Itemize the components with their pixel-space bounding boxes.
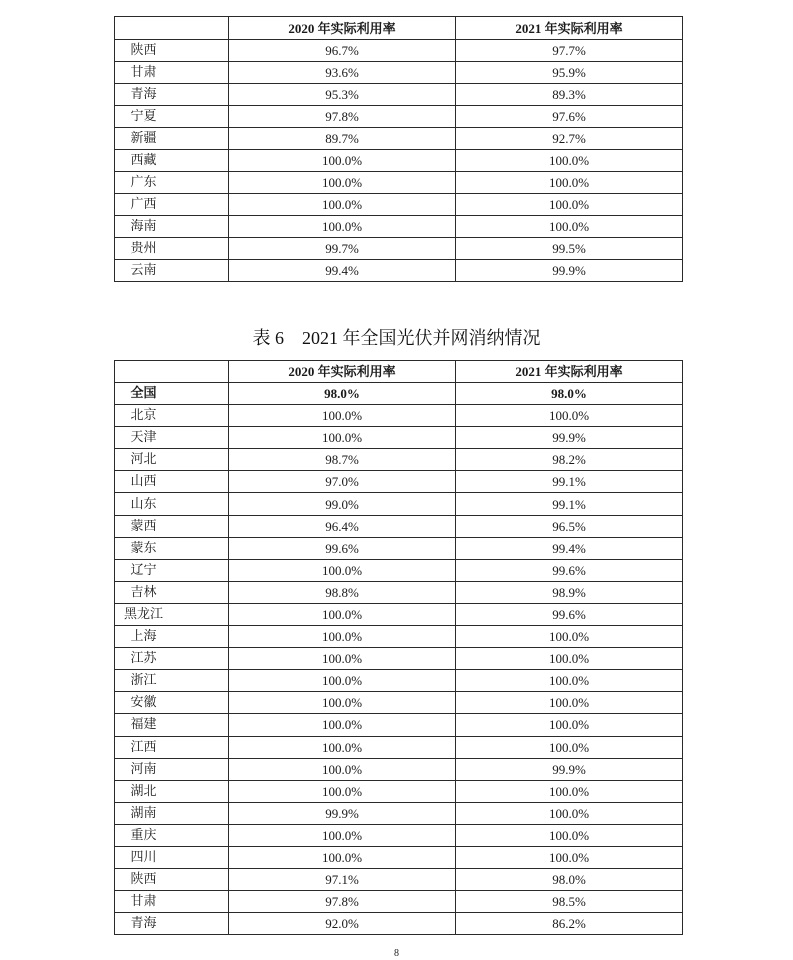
province-cell: 蒙西 xyxy=(115,515,229,537)
table-row xyxy=(115,626,683,648)
table-row xyxy=(115,692,683,714)
rate-2021-cell: 100.0% xyxy=(456,736,683,758)
rate-2020-cell: 100.0% xyxy=(229,670,456,692)
province-cell: 江西 xyxy=(115,736,229,758)
rate-2020-cell: 100.0% xyxy=(229,626,456,648)
header-2020-rate: 2020 年实际利用率 xyxy=(229,17,456,40)
rate-2021-cell: 99.6% xyxy=(456,559,683,581)
rate-2020-cell: 100.0% xyxy=(229,172,456,194)
rate-2021-cell: 99.5% xyxy=(456,238,683,260)
province-cell: 上海 xyxy=(115,626,229,648)
rate-2020-cell: 99.6% xyxy=(229,537,456,559)
table-row xyxy=(115,581,683,603)
province-cell: 西藏 xyxy=(115,150,229,172)
rate-2020-cell: 100.0% xyxy=(229,758,456,780)
rate-2021-cell: 100.0% xyxy=(456,648,683,670)
rate-2021-cell: 100.0% xyxy=(456,172,683,194)
rate-2020-cell: 97.8% xyxy=(229,891,456,913)
province-cell: 四川 xyxy=(115,846,229,868)
page-number: 8 xyxy=(394,948,399,959)
rate-2020-cell: 100.0% xyxy=(229,427,456,449)
table-row xyxy=(115,493,683,515)
rate-2020-cell: 100.0% xyxy=(229,194,456,216)
rate-2020-cell: 100.0% xyxy=(229,216,456,238)
rate-2021-cell: 100.0% xyxy=(456,846,683,868)
rate-2021-cell: 100.0% xyxy=(456,670,683,692)
table-row xyxy=(115,670,683,692)
rate-2021-cell: 100.0% xyxy=(456,824,683,846)
table-row xyxy=(115,238,683,260)
table-row xyxy=(115,84,683,106)
province-cell: 新疆 xyxy=(115,128,229,150)
rate-2020-cell: 93.6% xyxy=(229,62,456,84)
table-row xyxy=(115,260,683,282)
rate-2020-cell: 100.0% xyxy=(229,559,456,581)
rate-2021-cell: 100.0% xyxy=(456,626,683,648)
table-row xyxy=(115,537,683,559)
table-row xyxy=(115,449,683,471)
rate-2020-cell: 100.0% xyxy=(229,714,456,736)
rate-2020-cell: 97.8% xyxy=(229,106,456,128)
table-row xyxy=(115,603,683,625)
province-cell: 河北 xyxy=(115,449,229,471)
table-header-row xyxy=(115,361,683,383)
province-cell: 福建 xyxy=(115,714,229,736)
table-row xyxy=(115,824,683,846)
rate-2020-cell: 92.0% xyxy=(229,913,456,935)
rate-2020-cell: 100.0% xyxy=(229,846,456,868)
header-empty-cell xyxy=(115,361,229,383)
province-cell: 青海 xyxy=(115,84,229,106)
header-2021-rate: 2021 年实际利用率 xyxy=(456,17,683,40)
header-2021-rate: 2021 年实际利用率 xyxy=(456,361,683,383)
rate-2021-cell: 98.0% xyxy=(456,869,683,891)
rate-2020-cell: 99.4% xyxy=(229,260,456,282)
table-row xyxy=(115,427,683,449)
table-row xyxy=(115,106,683,128)
province-cell: 全国 xyxy=(115,383,229,405)
rate-2021-cell: 98.2% xyxy=(456,449,683,471)
table-row xyxy=(115,62,683,84)
rate-2020-cell: 99.9% xyxy=(229,802,456,824)
table-row xyxy=(115,780,683,802)
rate-2020-cell: 100.0% xyxy=(229,648,456,670)
province-cell: 黑龙江 xyxy=(115,603,229,625)
rate-2020-cell: 100.0% xyxy=(229,780,456,802)
rate-2021-cell: 98.0% xyxy=(456,383,683,405)
table-row xyxy=(115,150,683,172)
province-cell: 北京 xyxy=(115,405,229,427)
rate-2021-cell: 95.9% xyxy=(456,62,683,84)
rate-2020-cell: 98.7% xyxy=(229,449,456,471)
rate-2020-cell: 98.0% xyxy=(229,383,456,405)
province-cell: 河南 xyxy=(115,758,229,780)
province-cell: 安徽 xyxy=(115,692,229,714)
province-cell: 湖北 xyxy=(115,780,229,802)
rate-2021-cell: 99.1% xyxy=(456,471,683,493)
province-cell: 贵州 xyxy=(115,238,229,260)
rate-2021-cell: 99.1% xyxy=(456,493,683,515)
province-cell: 浙江 xyxy=(115,670,229,692)
rate-2021-cell: 100.0% xyxy=(456,802,683,824)
rate-2021-cell: 99.9% xyxy=(456,758,683,780)
province-cell: 吉林 xyxy=(115,581,229,603)
province-cell: 山西 xyxy=(115,471,229,493)
province-cell: 江苏 xyxy=(115,648,229,670)
province-cell: 广东 xyxy=(115,172,229,194)
rate-2020-cell: 100.0% xyxy=(229,736,456,758)
rate-2021-cell: 99.6% xyxy=(456,603,683,625)
rate-2020-cell: 98.8% xyxy=(229,581,456,603)
table-row xyxy=(115,648,683,670)
rate-2020-cell: 95.3% xyxy=(229,84,456,106)
province-cell: 陕西 xyxy=(115,40,229,62)
province-cell: 宁夏 xyxy=(115,106,229,128)
rate-2020-cell: 100.0% xyxy=(229,692,456,714)
table-row xyxy=(115,802,683,824)
table-row xyxy=(115,515,683,537)
rate-2021-cell: 100.0% xyxy=(456,405,683,427)
rate-2020-cell: 96.7% xyxy=(229,40,456,62)
table-row-national-total xyxy=(115,383,683,405)
table-row xyxy=(115,172,683,194)
table-row xyxy=(115,891,683,913)
rate-2020-cell: 99.7% xyxy=(229,238,456,260)
rate-2020-cell: 96.4% xyxy=(229,515,456,537)
table-header-row xyxy=(115,17,683,40)
rate-2021-cell: 99.4% xyxy=(456,537,683,559)
utilization-table-continued xyxy=(114,16,683,282)
rate-2021-cell: 86.2% xyxy=(456,913,683,935)
rate-2021-cell: 96.5% xyxy=(456,515,683,537)
table-row xyxy=(115,869,683,891)
rate-2020-cell: 97.1% xyxy=(229,869,456,891)
table-row xyxy=(115,405,683,427)
province-cell: 青海 xyxy=(115,913,229,935)
rate-2021-cell: 100.0% xyxy=(456,150,683,172)
province-cell: 蒙东 xyxy=(115,537,229,559)
rate-2021-cell: 92.7% xyxy=(456,128,683,150)
rate-2021-cell: 100.0% xyxy=(456,714,683,736)
rate-2020-cell: 99.0% xyxy=(229,493,456,515)
province-cell: 海南 xyxy=(115,216,229,238)
table-row xyxy=(115,128,683,150)
province-cell: 重庆 xyxy=(115,824,229,846)
table-row xyxy=(115,216,683,238)
rate-2021-cell: 100.0% xyxy=(456,780,683,802)
pv-grid-consumption-table xyxy=(114,360,683,935)
province-cell: 天津 xyxy=(115,427,229,449)
table-row xyxy=(115,758,683,780)
rate-2021-cell: 100.0% xyxy=(456,692,683,714)
province-cell: 山东 xyxy=(115,493,229,515)
rate-2021-cell: 97.6% xyxy=(456,106,683,128)
table-row xyxy=(115,471,683,493)
rate-2021-cell: 99.9% xyxy=(456,427,683,449)
rate-2021-cell: 98.9% xyxy=(456,581,683,603)
rate-2021-cell: 100.0% xyxy=(456,216,683,238)
table-row xyxy=(115,913,683,935)
rate-2021-cell: 100.0% xyxy=(456,194,683,216)
province-cell: 广西 xyxy=(115,194,229,216)
province-cell: 甘肃 xyxy=(115,62,229,84)
table-6-caption: 表 6 2021 年全国光伏并网消纳情况 xyxy=(252,328,541,348)
rate-2020-cell: 100.0% xyxy=(229,150,456,172)
province-cell: 陕西 xyxy=(115,869,229,891)
rate-2021-cell: 89.3% xyxy=(456,84,683,106)
table-row xyxy=(115,559,683,581)
table-row xyxy=(115,736,683,758)
province-cell: 甘肃 xyxy=(115,891,229,913)
rate-2020-cell: 100.0% xyxy=(229,824,456,846)
header-empty-cell xyxy=(115,17,229,40)
header-2020-rate: 2020 年实际利用率 xyxy=(229,361,456,383)
rate-2020-cell: 97.0% xyxy=(229,471,456,493)
rate-2021-cell: 97.7% xyxy=(456,40,683,62)
province-cell: 云南 xyxy=(115,260,229,282)
rate-2020-cell: 100.0% xyxy=(229,603,456,625)
table-row xyxy=(115,40,683,62)
province-cell: 辽宁 xyxy=(115,559,229,581)
table-row xyxy=(115,846,683,868)
province-cell: 湖南 xyxy=(115,802,229,824)
rate-2021-cell: 98.5% xyxy=(456,891,683,913)
table-row xyxy=(115,714,683,736)
rate-2021-cell: 99.9% xyxy=(456,260,683,282)
table-row xyxy=(115,194,683,216)
rate-2020-cell: 89.7% xyxy=(229,128,456,150)
rate-2020-cell: 100.0% xyxy=(229,405,456,427)
